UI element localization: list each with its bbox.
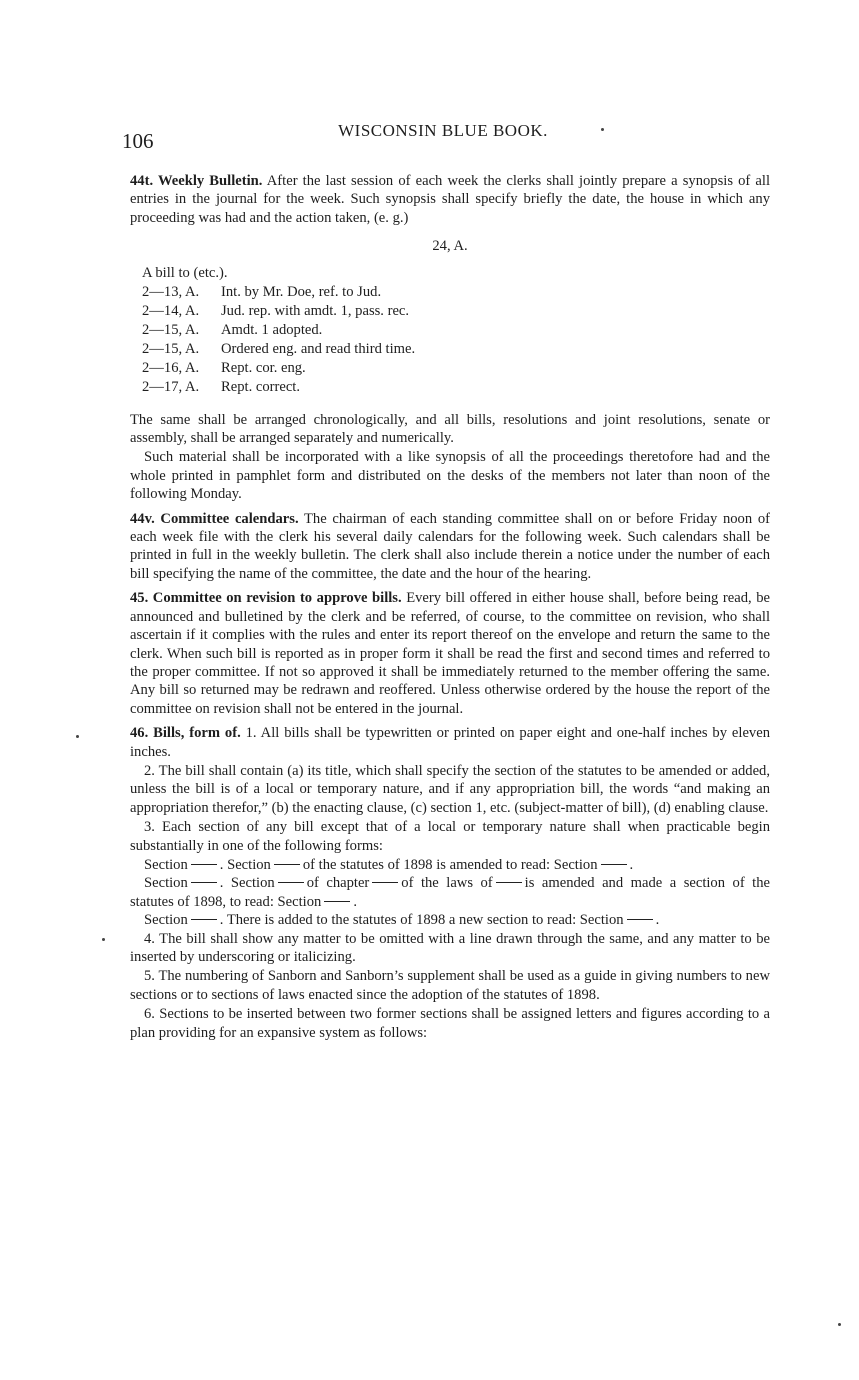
entry-date: 2—15, A. <box>142 340 200 357</box>
entry-date: 2—17, A. <box>142 378 200 395</box>
section-item: 1. All bills shall be typewritten or printed on paper eight and one-half inches by eleven inches. <box>130 725 770 760</box>
section-text: The chairman of each standing committee shall on or before Friday noon of each week file with the clerk his several daily calendars for the following week. Such calendars shall be printed in full in the weekly bulletin. The clerk shall also include therein a notice under the number of each bill specifying the name of the committee, the date and the hour of the hearing. <box>130 510 770 582</box>
section-44v <box>130 510 770 584</box>
section-item: 6. Sections to be inserted between two former sections shall be assigned letters and figures according to a plan providing for an expansive system as follows: <box>130 1006 770 1041</box>
example-journal-entries <box>142 264 770 397</box>
section-item: 3. Each section of any bill except that of a local or temporary nature shall when practicable begin substantially in one of the following forms: <box>130 819 770 854</box>
section-heading: 44t. Weekly Bulletin. <box>130 173 263 189</box>
form-text: is amended and made a section of the statutes of 1898, to read: Section <box>130 875 770 910</box>
example-first-line: A bill to (etc.). <box>142 264 228 281</box>
section-44t <box>130 172 770 227</box>
section-item: 2. The bill shall contain (a) its title, which shall specify the section of the statutes to be amended or added, unless the bill is of a local or temporary nature, and if any appropriation bill, the words “and making an appropriation therefor,” (b) the enacting clause, (c) section 1, etc. (subject-matter of bill), (d) enabling clause. <box>130 762 770 816</box>
blank-line <box>324 901 350 902</box>
example-row <box>142 378 770 397</box>
section-text: After the last session of each week the clerks shall jointly prepare a synopsis of all entries in the journal for the week. Such synopsis shall specify briefly the date, the house in which any proceeding was had and the action taken, (e. g.) <box>130 173 771 226</box>
paragraph-arranged: The same shall be arranged chronologically, and all bills, resolutions and joint resolutions, senate or assembly, shall be arranged separately and numerically. <box>130 411 770 447</box>
form-text: . Section <box>219 875 275 892</box>
section-heading: 45. Committee on revision to approve bills. <box>130 590 402 607</box>
form-text: . There is added to the statutes of 1898 a new section to read: Section <box>219 912 624 929</box>
blank-line <box>191 919 217 920</box>
print-speck <box>102 938 105 941</box>
example-row <box>142 340 770 359</box>
blank-line <box>372 882 398 883</box>
entry-action: Ordered eng. and read third time. <box>221 340 416 357</box>
paragraph-material: Such material shall be incorporated with a like synopsis of all the proceedings theretofore had and the whole printed in pamphlet form and distributed on the desks of the members not later than noon of the following Monday. <box>130 449 770 503</box>
section-45 <box>130 589 770 718</box>
form-text: of the statutes of 1898 is amended to read: Section <box>302 856 598 873</box>
print-speck <box>601 128 604 131</box>
blank-line <box>627 919 653 920</box>
entry-date: 2—13, A. <box>142 283 200 300</box>
blank-line <box>601 864 627 865</box>
print-speck <box>76 735 79 738</box>
entry-date: 2—16, A. <box>142 359 200 376</box>
example-row <box>142 359 770 378</box>
page-number: 106 <box>122 129 154 153</box>
blank-line <box>191 882 217 883</box>
form-example: Section . Section of chapter of the laws of is amended and made a section of the statutes of 1898, to read: Section . <box>130 875 770 910</box>
page-header <box>122 121 764 153</box>
example-row <box>142 302 770 321</box>
entry-action: Rept. cor. eng. <box>221 359 306 376</box>
form-text: Section <box>144 912 188 929</box>
example-row <box>142 321 770 340</box>
section-heading: 46. Bills, form of. <box>130 725 241 742</box>
form-text: of chapter <box>306 875 370 892</box>
form-text: Section <box>144 856 188 873</box>
entry-action: Jud. rep. with amdt. 1, pass. rec. <box>221 302 410 319</box>
section-item: 4. The bill shall show any matter to be omitted with a line drawn through the same, and any matter to be inserted by underscoring or italicizing. <box>130 930 770 965</box>
form-text: Section <box>144 875 188 892</box>
print-speck <box>838 1323 841 1326</box>
example-row <box>142 283 770 302</box>
blank-line <box>274 864 300 865</box>
example-title: 24, A. <box>432 238 468 255</box>
page-body <box>130 172 770 1043</box>
section-item: 5. The numbering of Sanborn and Sanborn’s supplement shall be used as a guide in giving numbers to new sections or to sections of laws enacted since the adoption of the statutes of 1898. <box>130 968 770 1003</box>
blank-line <box>278 882 304 883</box>
entry-action: Int. by Mr. Doe, ref. to Jud. <box>221 283 382 300</box>
blank-line <box>496 882 522 883</box>
section-heading: 44v. Committee calendars. <box>130 510 299 527</box>
running-title: WISCONSIN BLUE BOOK. <box>338 121 548 140</box>
form-example: Section . There is added to the statutes of 1898 a new section to read: Section . <box>144 912 660 929</box>
form-example: Section . Section of the statutes of 1898 is amended to read: Section . <box>144 856 634 873</box>
entry-action: Amdt. 1 adopted. <box>221 321 323 338</box>
section-text: Every bill offered in either house shall, before being read, be announced and bulletined by the clerk and be referred, of course, to the committee on revision, who shall ascertain if it complies with the rules and enter its report thereof on the envelope and return the same to the clerk. When such bill is reported as in proper form it shall be read the first and second times and referred to the proper committee. If not so approved it shall be immediately returned to the member offering the same. Any bill so returned may be redrawn and reoffered. Unless otherwise ordered by the house the report of the committee on revision shall not be entered in the journal. <box>130 590 770 717</box>
blank-line <box>191 864 217 865</box>
entry-action: Rept. correct. <box>221 378 301 395</box>
entry-date: 2—15, A. <box>142 321 200 338</box>
section-46 <box>130 724 770 761</box>
form-text: of the laws of <box>401 875 493 892</box>
form-text: . Section <box>219 856 271 873</box>
entry-date: 2—14, A. <box>142 302 200 319</box>
